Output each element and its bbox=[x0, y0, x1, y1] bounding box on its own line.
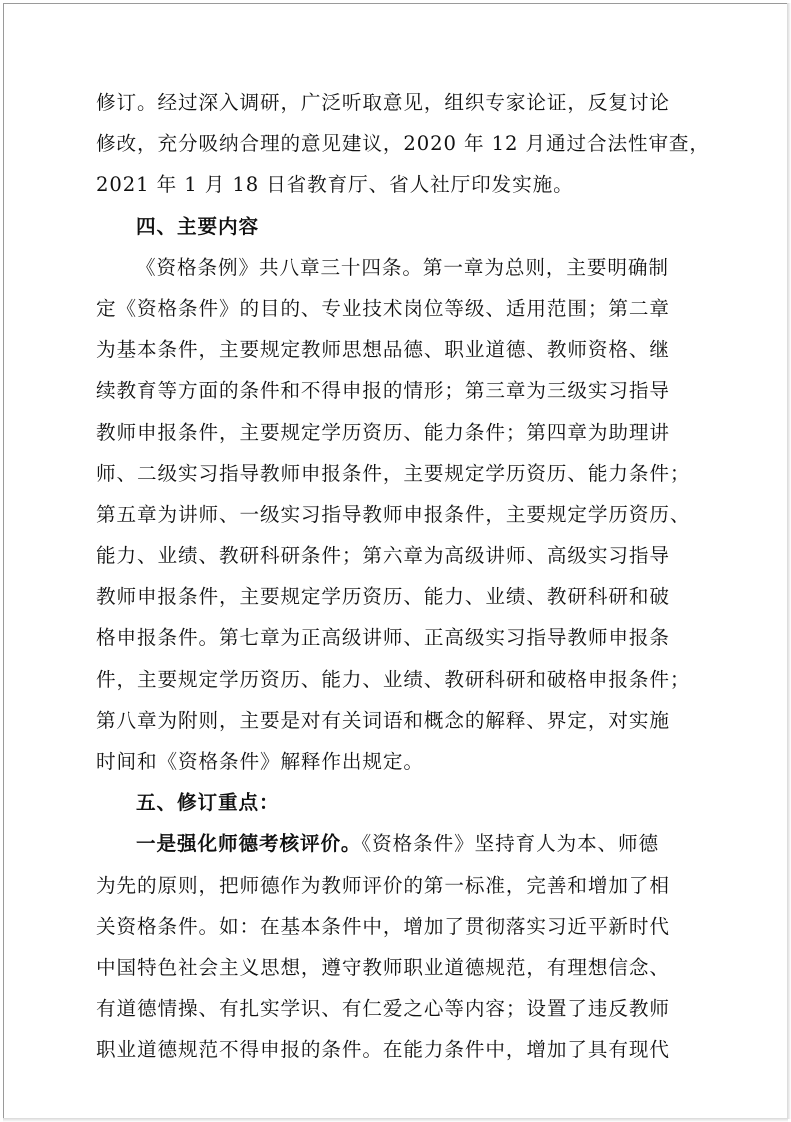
paragraph-line: 教师申报条件，主要规定学历资历、能力条件；第四章为助理讲 bbox=[96, 420, 670, 444]
document-body bbox=[96, 82, 710, 1071]
paragraph-lead-rest: 《资格条件》坚持育人为本、师德 bbox=[361, 832, 660, 856]
paragraph-line: 时间和《资格条件》解释作出规定。 bbox=[96, 750, 424, 773]
paragraph-line: 职业道德规范不得申报的条件。在能力条件中，增加了具有现代 bbox=[96, 1038, 670, 1062]
paragraph-line: 修订。经过深入调研，广泛听取意见，组织专家论证，反复讨论 bbox=[96, 91, 670, 114]
paragraph-line: 师、二级实习指导教师申报条件，主要规定学历资历、能力条件； bbox=[96, 461, 691, 485]
page-edge-shadow-right bbox=[787, 3, 791, 1119]
paragraph-line: 定《资格条件》的目的、专业技术岗位等级、适用范围；第二章 bbox=[96, 296, 670, 320]
paragraph-lead-bold: 一是强化师德考核评价。 bbox=[136, 832, 362, 856]
paragraph-line: 教师申报条件，主要规定学历资历、能力、业绩、教研科研和破 bbox=[96, 585, 670, 609]
paragraph-line: 修改，充分吸纳合理的意见建议，2020 年 12 月通过合法性审查， bbox=[96, 132, 710, 156]
paragraph-line: 能力、业绩、教研科研条件；第六章为高级讲师、高级实习指导 bbox=[96, 544, 670, 568]
paragraph-line: 2021 年 1 月 18 日省教育厅、省人社厅印发实施。 bbox=[96, 173, 574, 197]
section-heading-main-content: 四、主要内容 bbox=[136, 214, 259, 238]
paragraph-line: 为基本条件，主要规定教师思想品德、职业道德、教师资格、继 bbox=[96, 338, 670, 362]
paragraph-line bbox=[96, 823, 696, 864]
paragraph-line: 为先的原则，把师德作为教师评价的第一标准，完善和增加了相 bbox=[96, 873, 670, 897]
page-edge-shadow-bottom bbox=[3, 1118, 788, 1122]
paragraph-line: 件，主要规定学历资历、能力、业绩、教研科研和破格申报条件； bbox=[96, 667, 691, 691]
paragraph-line: 中国特色社会主义思想，遵守教师职业道德规范，有理想信念、 bbox=[96, 955, 670, 979]
paragraph-line: 第五章为讲师、一级实习指导教师申报条件，主要规定学历资历、 bbox=[96, 502, 691, 526]
paragraph-line: 《资格条例》共八章三十四条。第一章为总则，主要明确制 bbox=[136, 255, 669, 279]
paragraph-line: 续教育等方面的条件和不得申报的情形；第三章为三级实习指导 bbox=[96, 379, 670, 403]
section-heading-revision-points: 五、修订重点： bbox=[136, 791, 280, 815]
paragraph-line: 格申报条件。第七章为正高级讲师、正高级实习指导教师申报条 bbox=[96, 626, 670, 650]
paragraph-line: 关资格条件。如：在基本条件中，增加了贯彻落实习近平新时代 bbox=[96, 914, 670, 938]
paragraph-line: 第八章为附则，主要是对有关词语和概念的解释、界定，对实施 bbox=[96, 708, 670, 732]
paragraph-line: 有道德情操、有扎实学识、有仁爱之心等内容；设置了违反教师 bbox=[96, 997, 670, 1021]
